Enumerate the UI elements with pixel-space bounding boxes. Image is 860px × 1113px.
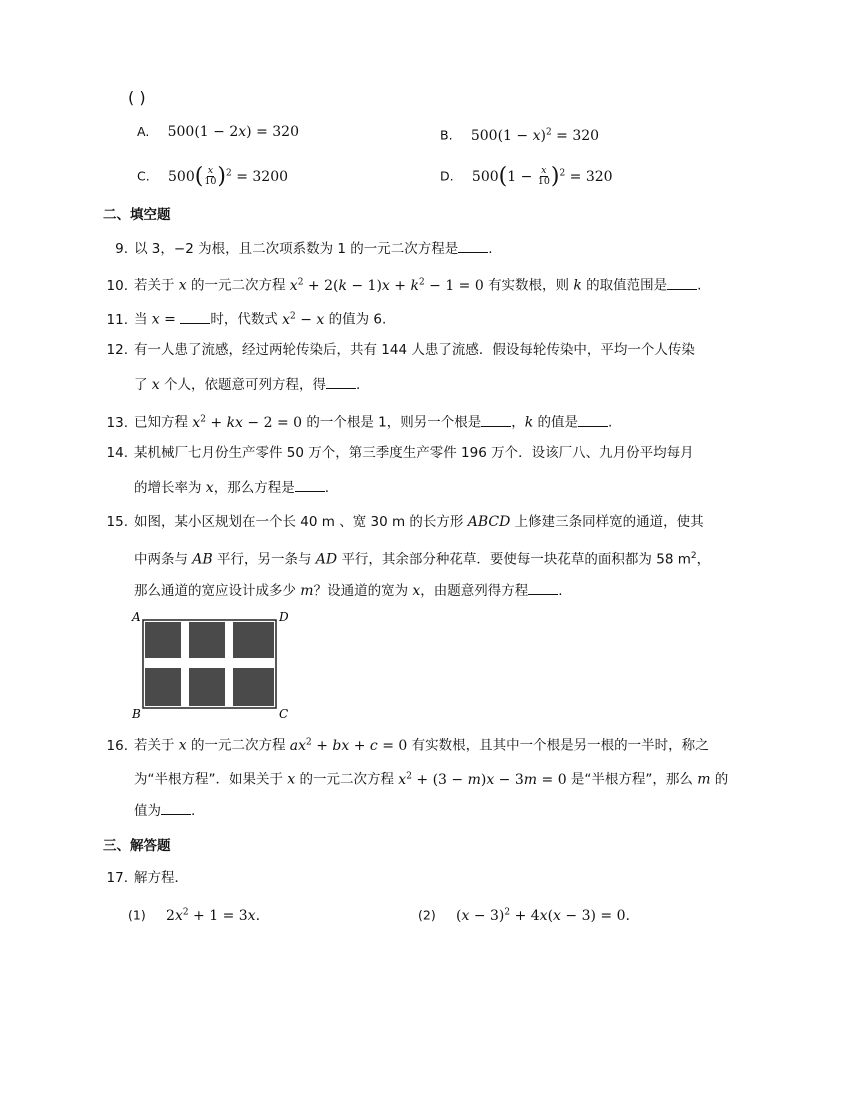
question-text: 平行，另一条与 bbox=[217, 551, 312, 568]
answer-blank bbox=[667, 275, 697, 290]
question-text: ，那么方程是 bbox=[213, 480, 295, 496]
question-text: 的一个根是 1，则另一个根是 bbox=[306, 414, 482, 431]
vertex-label-b: B bbox=[132, 707, 141, 720]
unit-m: m bbox=[300, 583, 314, 599]
question-text: . bbox=[356, 377, 361, 393]
question-text: ？设通道的宽为 bbox=[313, 583, 409, 599]
variable-x: x bbox=[205, 480, 214, 496]
question-11 bbox=[100, 306, 386, 330]
equation: $x^2 + (3 - m)x - 3m = 0$ bbox=[398, 771, 567, 788]
option-d-letter: D. bbox=[440, 168, 454, 184]
question-text: . bbox=[558, 583, 563, 599]
question-text: . bbox=[191, 803, 196, 819]
question-text: 的增长率为 bbox=[134, 480, 202, 496]
question-text: 中两条与 bbox=[134, 551, 188, 568]
segment-ab: AB bbox=[192, 551, 213, 568]
question-text: 的一元二次方程 bbox=[191, 277, 286, 294]
equation: $x^2$ + kx − 2 = 0 bbox=[192, 414, 303, 431]
question-number: 14. bbox=[106, 445, 128, 461]
answer-bracket: ( ) bbox=[128, 88, 146, 107]
option-d-equation: 500(1 − $\frac{x}{10}$ )$^2$ = 320 bbox=[471, 163, 613, 189]
question-15-line-1 bbox=[100, 512, 704, 532]
option-a-equation: 500(1 − 2x) = 320 bbox=[167, 124, 299, 140]
option-d bbox=[440, 163, 613, 187]
question-text: 值为 bbox=[134, 803, 161, 819]
option-b-letter: B. bbox=[440, 127, 453, 143]
question-text: . bbox=[697, 277, 702, 294]
question-text: 某机械厂七月份生产零件 50 万个，第三季度生产零件 196 万个．设该厂八、九月份平均每月 bbox=[134, 445, 694, 461]
question-16-line-1 bbox=[100, 732, 709, 756]
vertex-label-a: A bbox=[132, 610, 141, 624]
equation: $(x - 3)^2 + 4x(x - 3) = 0$. bbox=[456, 907, 630, 924]
question-15-line-3 bbox=[134, 580, 563, 601]
question-text: 若关于 bbox=[134, 737, 175, 754]
expression: x = bbox=[151, 311, 181, 328]
question-text: 当 bbox=[134, 311, 148, 328]
question-17 bbox=[100, 868, 188, 888]
variable-x: x bbox=[412, 583, 421, 599]
question-text: 有实数根，且其中一个根是另一根的一半时，称之 bbox=[411, 737, 709, 754]
question-text: 的一元二次方程 bbox=[299, 771, 394, 788]
question-number: 16. bbox=[106, 737, 128, 754]
answer-blank bbox=[458, 238, 488, 253]
question-text: 解方程． bbox=[134, 870, 188, 886]
variable-k: k bbox=[524, 414, 534, 431]
question-text: 有一人患了流感，经过两轮传染后，共有 144 人患了流感．假设每轮传染中，平均一个人传染 bbox=[134, 342, 695, 358]
question-12-line-1 bbox=[100, 340, 695, 360]
answer-blank bbox=[481, 412, 511, 427]
question-number: 12. bbox=[106, 342, 128, 358]
question-text: 了 bbox=[134, 377, 148, 393]
question-text: 个人，依题意可列方程，得 bbox=[164, 377, 326, 393]
question-text: 若关于 bbox=[134, 277, 175, 294]
question-9 bbox=[100, 238, 493, 259]
segment-ad: AD bbox=[315, 551, 338, 568]
question-text: . bbox=[324, 480, 329, 496]
garden-block bbox=[233, 622, 274, 658]
question-text: 的值是 bbox=[537, 414, 579, 431]
equation: $ax^2$ + bx + c = 0 bbox=[289, 737, 408, 754]
answer-blank bbox=[578, 412, 608, 427]
garden-block bbox=[145, 622, 181, 658]
equation: $x^2 + 2(k - 1)x + k^2 - 1 = 0$ bbox=[289, 277, 484, 294]
question-number: 10. bbox=[106, 277, 128, 294]
variable-x: x bbox=[151, 377, 160, 393]
variable-x: x bbox=[178, 277, 187, 294]
question-text: 平行，其余部分种花草．要使每一块花草的面积都为 58 m bbox=[341, 551, 691, 568]
question-text: 的值为 6. bbox=[328, 311, 387, 328]
question-number: 17. bbox=[106, 870, 128, 886]
part-number: (1) bbox=[128, 907, 146, 923]
question-text: 以 3，−2 为根，且二次项系数为 1 的一元二次方程是 bbox=[134, 241, 459, 257]
question-17-part-1 bbox=[128, 902, 260, 926]
question-number: 11. bbox=[106, 311, 128, 328]
variable-m: m bbox=[697, 771, 711, 788]
garden-block bbox=[189, 668, 225, 706]
answer-blank bbox=[326, 374, 356, 389]
section-title-solve: 三、解答题 bbox=[103, 838, 171, 854]
section-title-fill-blank: 二、填空题 bbox=[103, 207, 171, 223]
question-text: 的 bbox=[714, 771, 729, 788]
question-text: 时，代数式 bbox=[210, 311, 278, 328]
rect-label-abcd: ABCD bbox=[467, 514, 511, 530]
question-12-line-2 bbox=[134, 374, 360, 395]
question-text: 为“半根方程”．如果关于 bbox=[134, 771, 283, 788]
question-number: 15. bbox=[106, 514, 128, 530]
question-16-line-2 bbox=[134, 766, 728, 790]
question-15-line-2: 中两条与 AB 平行，另一条与 AD 平行，其余部分种花草．要使每一块花草的面积都为 58 $m^2$， bbox=[134, 551, 711, 568]
question-text: . bbox=[488, 241, 493, 257]
question-text: 那么通道的宽应设计成多少 bbox=[134, 583, 296, 599]
option-c-letter: C. bbox=[137, 168, 150, 184]
expression: $x^2 - x$ bbox=[282, 311, 325, 328]
vertex-label-d: D bbox=[279, 610, 289, 624]
answer-blank bbox=[180, 309, 210, 324]
question-text: ，由题意列得方程 bbox=[420, 583, 529, 599]
variable-x: x bbox=[287, 771, 296, 788]
option-a bbox=[137, 122, 299, 142]
variable-x: x bbox=[178, 737, 187, 754]
variable-k: k bbox=[573, 277, 582, 294]
vertex-label-c: C bbox=[279, 707, 289, 720]
equation: $2x^2 + 1 = 3x$. bbox=[166, 907, 261, 924]
part-number: (2) bbox=[418, 907, 436, 923]
question-text: 有实数根，则 bbox=[488, 277, 570, 294]
garden-block bbox=[189, 622, 225, 658]
question-number: 9. bbox=[115, 241, 128, 257]
question-16-line-3 bbox=[134, 800, 195, 821]
garden-block bbox=[233, 668, 274, 706]
question-text: . bbox=[608, 414, 613, 431]
question-text: 的取值范围是 bbox=[586, 277, 668, 294]
garden-block bbox=[145, 668, 181, 706]
question-text: ， bbox=[511, 414, 525, 431]
question-number: 13. bbox=[106, 414, 128, 431]
question-text: 如图，某小区规划在一个长 40 m 、宽 30 m 的长方形 bbox=[134, 514, 464, 530]
answer-blank bbox=[528, 580, 558, 595]
rectangle-figure bbox=[130, 608, 300, 720]
answer-blank bbox=[295, 477, 325, 492]
question-14-line-1 bbox=[100, 443, 694, 463]
question-17-part-2 bbox=[418, 902, 630, 926]
question-text: 的一元二次方程 bbox=[191, 737, 286, 754]
option-b bbox=[440, 122, 599, 146]
question-text: 上修建三条同样宽的通道，使其 bbox=[514, 514, 704, 530]
option-c-equation: 500( $\frac{x}{10}$ )$^2$ = 3200 bbox=[168, 163, 289, 189]
option-b-equation: $500(1 - x)^2 = 320$ bbox=[470, 127, 600, 144]
question-14-line-2 bbox=[134, 477, 329, 498]
option-a-letter: A. bbox=[137, 124, 150, 139]
question-10 bbox=[100, 272, 701, 296]
question-text: 已知方程 bbox=[134, 414, 188, 431]
answer-blank bbox=[161, 800, 191, 815]
question-text: 是“半根方程”，那么 bbox=[570, 771, 693, 788]
option-c bbox=[137, 163, 288, 187]
question-13 bbox=[100, 409, 612, 433]
